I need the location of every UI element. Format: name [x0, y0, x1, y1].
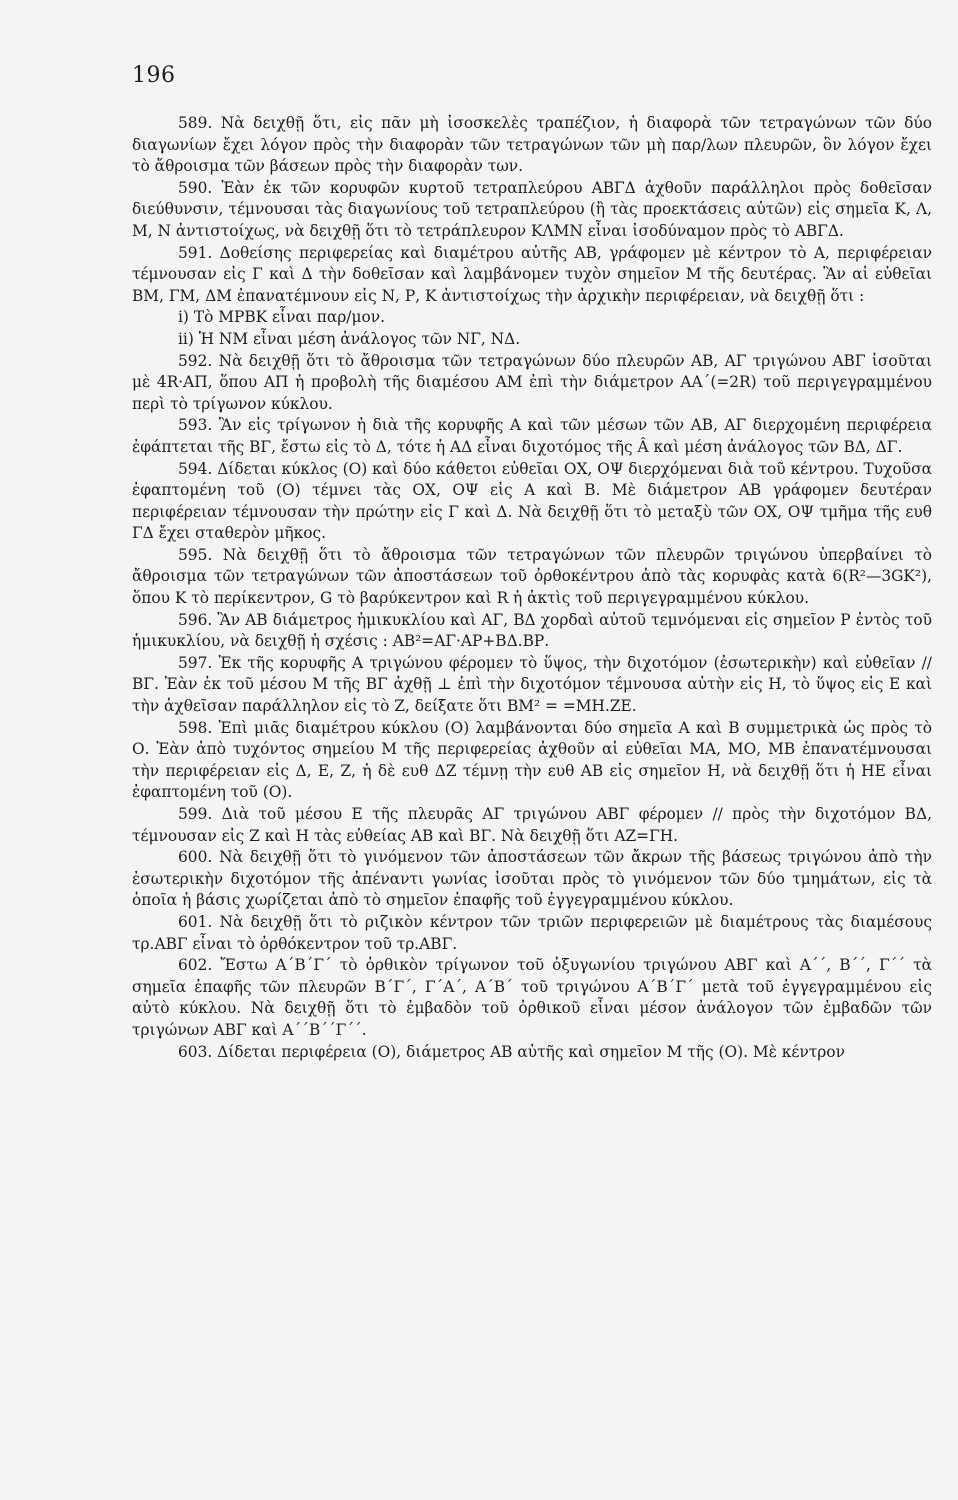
exercise-592: 592. Νὰ δειχθῇ ὅτι τὸ ἄθροισμα τῶν τετραγώνων δύο πλευρῶν ΑΒ, ΑΓ τριγώνου ΑΒΓ ἰσοῦται μὲ 4R·ΑΠ, ὅπου ΑΠ ἡ προβολὴ τῆς διαμέσου ΑΜ ἐπὶ τὴν διάμετρον ΑΑ΄(=2R) τοῦ περιγεγραμμένου περὶ τὸ τρίγωνον κύκλου.: [132, 351, 932, 413]
exercise-598: 598. Ἐπὶ μιᾶς διαμέτρου κύκλου (Ο) λαμβάνονται δύο σημεῖα Α καὶ Β συμμετρικὰ ὡς πρὸς τὸ Ο. Ἐὰν ἀπὸ τυχόντος σημείου Μ τῆς περιφερείας ἀχθοῦν αἱ εὐθεῖαι ΜΑ, ΜΟ, ΜΒ ἐπανατέμνουσαι τὴν περιφέρειαν εἰς Δ, Ε, Ζ, ἡ δὲ ευθ ΔΖ τέμνῃ τὴν ευθ ΑΒ εἰς σημεῖον Η, νὰ δειχθῇ ὅτι ἡ ΗΕ εἶναι ἐφαπτομένη τοῦ (Ο).: [132, 718, 932, 802]
exercise-596: 596. Ἂν ΑΒ διάμετρος ἡμικυκλίου καὶ ΑΓ, ΒΔ χορδαὶ αὐτοῦ τεμνόμεναι εἰς σημεῖον Ρ ἐντὸς τοῦ ἡμικυκλίου, νὰ δειχθῇ ἡ σχέσις : ΑΒ²=ΑΓ·ΑΡ+ΒΔ.ΒΡ.: [132, 610, 932, 651]
exercise-591-item-ii: ii) Ἡ ΝΜ εἶναι μέση ἀνάλογος τῶν ΝΓ, ΝΔ.: [178, 329, 521, 348]
exercise-597: 597. Ἐκ τῆς κορυφῆς Α τριγώνου φέρομεν τὸ ὕψος, τὴν διχοτόμον (ἐσωτερικὴν) καὶ εὐθεῖαν //ΒΓ. Ἐὰν ἐκ τοῦ μέσου Μ τῆς ΒΓ ἀχθῇ ⊥ ἐπὶ τὴν διχοτόμον τέμνουσα αὐτὴν εἰς Η, τὸ ὕψος εἰς Ε καὶ τὴν ἀχθεῖσαν παράλληλον εἰς τὸ Ζ, δείξατε ὅτι ΒΜ² = =ΜΗ.ΖΕ.: [132, 653, 932, 716]
exercise-594: 594. Δίδεται κύκλος (Ο) καὶ δύο κάθετοι εὐθεῖαι ΟΧ, ΟΨ διερχόμεναι διὰ τοῦ κέντρου. Τυχοῦσα ἐφαπτομένη τοῦ (Ο) τέμνει τὰς ΟΧ, ΟΨ εἰς Α καὶ Β. Μὲ διάμετρον ΑΒ γράφομεν δευτέραν περιφέρειαν τέμνουσαν τὴν πρώτην εἰς Γ καὶ Δ. Νὰ δειχθῇ ὅτι τὸ μεταξὺ τῶν ΟΧ, ΟΨ τμῆμα τῆς ευθ ΓΔ ἔχει σταθερὸν μῆκος.: [132, 459, 932, 543]
exercise-589: 589. Νὰ δειχθῇ ὅτι, εἰς πᾶν μὴ ἰσοσκελὲς τραπέζιον, ἡ διαφορὰ τῶν τετραγώνων τῶν δύο διαγωνίων ἔχει λόγον πρὸς τὴν διαφορὰν τῶν τετραγώνων τῶν μὴ παρ/λων πλευρῶν, ὃν λόγον ἔχει τὸ ἄθροισμα τῶν βάσεων πρὸς τὴν διαφορὰν των.: [132, 114, 932, 176]
exercise-591: 591. Δοθείσης περιφερείας καὶ διαμέτρου αὐτῆς ΑΒ, γράφομεν μὲ κέντρον τὸ Α, περιφέρειαν τέμνουσαν εἰς Γ καὶ Δ τὴν δοθεῖσαν καὶ λαμβάνομεν τυχὸν σημεῖον Μ τῆς δευτέρας. Ἂν αἱ εὐθεῖαι ΒΜ, ΓΜ, ΔΜ ἐπανατέμνουν εἰς Ν, Ρ, Κ ἀντιστοίχως τὴν ἀρχικὴν περιφέρειαν, νὰ δειχθῇ ὅτι :: [132, 243, 932, 305]
exercise-590: 590. Ἐὰν ἐκ τῶν κορυφῶν κυρτοῦ τετραπλεύρου ΑΒΓΔ ἀχθοῦν παράλληλοι πρὸς δοθεῖσαν διεύθυνσιν, τέμνουσαι τὰς διαγωνίους τοῦ τετραπλεύρου (ἢ τὰς προεκτάσεις αὐτῶν) εἰς σημεῖα Κ, Λ, Μ, Ν ἀντιστοίχως, νὰ δειχθῇ ὅτι τὸ τετράπλευρον ΚΛΜΝ εἶναι ἰσοδύναμον πρὸς τὸ ΑΒΓΔ.: [132, 178, 932, 240]
page-number: 196: [132, 63, 176, 88]
exercise-600: 600. Νὰ δειχθῇ ὅτι τὸ γινόμενον τῶν ἀποστάσεων τῶν ἄκρων τῆς βάσεως τριγώνου ἀπὸ τὴν ἐσωτερικὴν διχοτόμον τῆς ἀπέναντι γωνίας ἰσοῦται πρὸς τὸ γινόμενον τῶν δύο τμημάτων, εἰς τὰ ὁποῖα ἡ βάσις χωρίζεται ἀπὸ τὸ σημεῖον ἐπαφῆς τοῦ ἐγγεγραμμένου κύκλου.: [132, 848, 932, 910]
exercise-601: 601. Νὰ δειχθῇ ὅτι τὸ ριζικὸν κέντρον τῶν τριῶν περιφερειῶν μὲ διαμέτρους τὰς διαμέσους τρ.ΑΒΓ εἶναι τὸ ὀρθόκεντρον τοῦ τρ.ΑΒΓ.: [132, 912, 932, 953]
exercise-595: 595. Νὰ δειχθῇ ὅτι τὸ ἄθροισμα τῶν τετραγώνων τῶν πλευρῶν τριγώνου ὑπερβαίνει τὸ ἄθροισμα τῶν τετραγώνων τῶν ἀποστάσεων τοῦ ὀρθοκέντρου ἀπὸ τὰς κορυφὰς κατὰ 6(R²—3GK²), ὅπου Κ τὸ περίκεντρον, G τὸ βαρύκεντρον καὶ R ἡ ἀκτὶς τοῦ περιγεγραμμένου κύκλου.: [132, 545, 932, 608]
exercise-599: 599. Διὰ τοῦ μέσου Ε τῆς πλευρᾶς ΑΓ τριγώνου ΑΒΓ φέρομεν // πρὸς τὴν διχοτόμον ΒΔ, τέμνουσαν εἰς Ζ καὶ Η τὰς εὐθείας ΑΒ καὶ ΒΓ. Νὰ δειχθῇ ὅτι ΑΖ=ΓΗ.: [132, 805, 932, 845]
page-body: [132, 113, 932, 1063]
exercise-593: 593. Ἂν εἰς τρίγωνον ἡ διὰ τῆς κορυφῆς Α καὶ τῶν μέσων τῶν ΑΒ, ΑΓ διερχομένη περιφέρεια ἐφάπτεται τῆς ΒΓ, ἔστω εἰς τὸ Δ, τότε ἡ ΑΔ εἶναι διχοτόμος τῆς Â καὶ μέση ἀνάλογος τῶν ΒΔ, ΔΓ.: [132, 416, 932, 456]
exercise-602: 602. Ἔστω Α΄Β΄Γ΄ τὸ ὀρθικὸν τρίγωνον τοῦ ὀξυγωνίου τριγώνου ΑΒΓ καὶ Α΄΄, Β΄΄, Γ΄΄ τὰ σημεῖα ἐπαφῆς τῶν πλευρῶν Β΄Γ΄, Γ΄Α΄, Α΄Β΄ τοῦ τριγώνου Α΄Β΄Γ΄ μετὰ τοῦ ἐγγεγραμμένου εἰς αὐτὸ κύκλου. Νὰ δειχθῇ ὅτι τὸ ἐμβαδὸν τοῦ ὀρθικοῦ εἶναι μέσον ἀνάλογον τῶν ἐμβαδῶν τῶν τριγώνων ΑΒΓ καὶ Α΄΄Β΄΄Γ΄΄.: [132, 956, 932, 1039]
exercise-603: 603. Δίδεται περιφέρεια (Ο), διάμετρος ΑΒ αὐτῆς καὶ σημεῖον Μ τῆς (Ο). Μὲ κέντρον: [178, 1042, 845, 1061]
exercise-591-item-i: i) Τὸ ΜΡΒΚ εἶναι παρ/μον.: [178, 308, 385, 327]
